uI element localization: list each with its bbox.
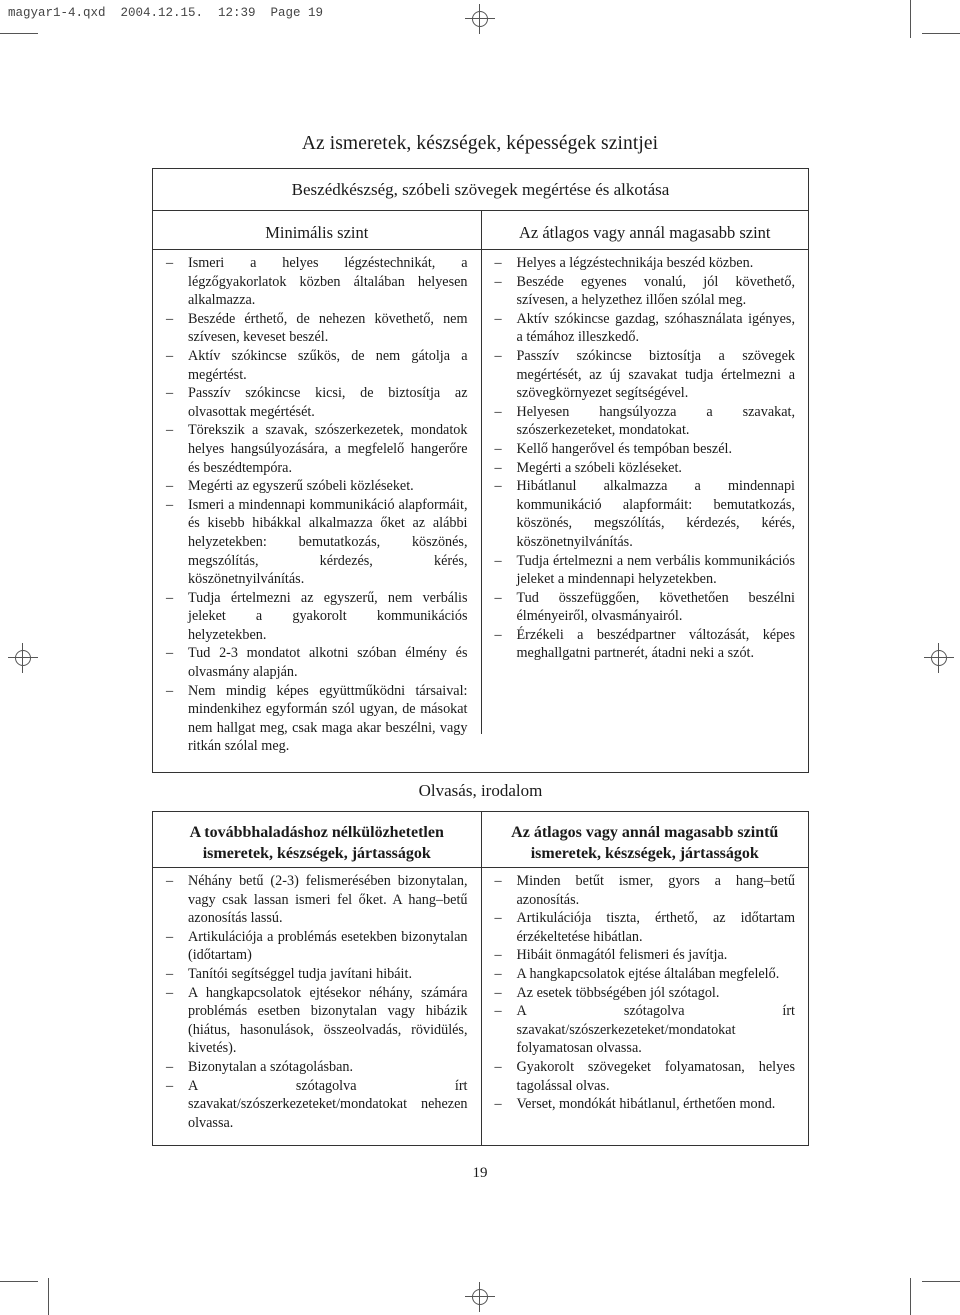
crop-mark <box>48 1278 49 1315</box>
list-item: – Aktív szókincse gazdag, szóhasználata igényes, a témához illeszkedő. <box>495 310 796 347</box>
list-item: – Minden betűt ismer, gyors a hang–betű azonosítás. <box>495 872 796 909</box>
registration-mark-icon <box>924 643 954 673</box>
reading-advanced-heading: Az átlagos vagy annál magasabb szintű ismeretek, készségek, jártasságok <box>482 812 809 868</box>
registration-mark-icon <box>465 1282 495 1312</box>
list-item: – Artikulációja a problémás esetekben bizonytalan (időtartam) <box>166 928 468 965</box>
page-number: 19 <box>472 1165 488 1181</box>
list-item: – Beszéde érthető, de nehezen követhető, nem szívesen, keveset beszél. <box>166 310 468 347</box>
reading-essential-heading: A továbbhaladáshoz nélkülözhetetlen ismeretek, készségek, jártasságok <box>153 812 481 868</box>
speech-minimal-column <box>153 211 481 755</box>
list-item: – Megérti az egyszerű szóbeli közléseket. <box>166 477 468 496</box>
page-title: Az ismeretek, készségek, képességek szintjei <box>301 133 659 154</box>
list-item: – Helyes a légzéstechnikája beszéd közben. <box>495 254 796 273</box>
crop-mark <box>922 33 960 34</box>
list-item: – Tud 2-3 mondatot alkotni szóban élmény és olvasmány alapján. <box>166 644 468 681</box>
list-item: – Néhány betű (2-3) felismerésében bizonytalan, vagy csak lassan ismeri fel őket. A hang–betű azonosítás lassú. <box>166 872 468 928</box>
list-item: – Gyakorolt szövegeket folyamatosan, helyes tagolással olvas. <box>495 1058 796 1095</box>
list-item: – Bizonytalan a szótagolásban. <box>166 1058 468 1077</box>
crop-mark <box>922 1281 960 1282</box>
list-item: – A hangkapcsolatok ejtésekor néhány, számára problémás esetben bizonytalan vagy hibázik (hiátus, hasonulások, összeolvadás, rövidülés, kivetés). <box>166 984 468 1058</box>
list-item: – Aktív szókincse szűkös, de nem gátolja a megértést. <box>166 347 468 384</box>
print-slug: magyar1-4.qxd 2004.12.15. 12:39 Page 19 <box>8 6 324 20</box>
crop-mark <box>910 1278 911 1315</box>
list-item: – A szótagolva írt szavakat/szószerkezeteket/mondatokat nehezen olvassa. <box>166 1077 468 1133</box>
crop-mark <box>0 1281 38 1282</box>
list-item: – A hangkapcsolatok ejtése általában megfelelő. <box>495 965 796 984</box>
list-item: – Nem mindig képes együttműködni társaival: mindenkihez egyformán szól ugyan, de másokat nem hallgat meg, csak maga akar beszélni, vagy ritkán szólal meg. <box>166 682 468 756</box>
reading-section <box>152 811 809 1146</box>
reading-essential-column <box>153 812 481 1145</box>
reading-advanced-list <box>495 872 796 1114</box>
list-item: – Ismeri a helyes légzéstechnikát, a légzőgyakorlatok közben általában helyesen alkalmazza. <box>166 254 468 310</box>
list-item: – Törekszik a szavak, szószerkezetek, mondatok helyes hangsúlyozására, a megfelelő hangerőre és beszédtempóra. <box>166 421 468 477</box>
list-item: – Tudja értelmezni a nem verbális kommunikációs jeleket a mindennapi helyzetekben. <box>495 552 796 589</box>
list-item: – Megérti a szóbeli közléseket. <box>495 459 796 478</box>
list-item: – Verset, mondókát hibátlanul, érthetően mond. <box>495 1095 796 1114</box>
speech-advanced-column <box>481 211 809 734</box>
crop-mark <box>910 0 911 38</box>
crop-mark <box>0 33 38 34</box>
registration-mark-icon <box>465 4 495 34</box>
speech-advanced-heading: Az átlagos vagy annál magasabb szint <box>482 211 809 250</box>
registration-mark-icon <box>8 643 38 673</box>
list-item: – Kellő hangerővel és tempóban beszél. <box>495 440 796 459</box>
list-item: – Tudja értelmezni az egyszerű, nem verbális jeleket a gyakorolt kommunikációs helyzetekben. <box>166 589 468 645</box>
list-item: – Helyesen hangsúlyozza a szavakat, szószerkezeteket, mondatokat. <box>495 403 796 440</box>
list-item: – Ismeri a mindennapi kommunikáció alapformáit, és kisebb hibákkal alkalmazza őket az alábbi helyzetekben: bemutatkozás, köszönés, megszólítás, kérdezés, kérés, köszönetnyilvánítás. <box>166 496 468 589</box>
list-item: – Tud összefüggően, követhetően beszélni élményeiről, olvasmányairól. <box>495 589 796 626</box>
speech-minimal-list <box>166 254 468 756</box>
list-item: – Hibáit önmagától felismeri és javítja. <box>495 946 796 965</box>
list-item: – Passzív szókincse kicsi, de biztosítja az olvasottak megértését. <box>166 384 468 421</box>
reading-advanced-column <box>481 812 809 1145</box>
list-item: – Érzékeli a beszédpartner változását, képes meghallgatni partnerét, átadni neki a szót. <box>495 626 796 663</box>
list-item: – A szótagolva írt szavakat/szószerkezeteket/mondatokat folyamatosan olvassa. <box>495 1002 796 1058</box>
speech-section-heading: Beszédkészség, szóbeli szövegek megértése és alkotása <box>153 169 808 211</box>
list-item: – Beszéde egyenes vonalú, jól követhető, szívesen, a helyzethez illően szólal meg. <box>495 273 796 310</box>
speech-minimal-heading: Minimális szint <box>153 211 481 250</box>
speech-section <box>152 168 809 773</box>
reading-section-heading: Olvasás, irodalom <box>418 781 543 800</box>
list-item: – Passzív szókincse biztosítja a szövegek megértését, az új szavakat tudja értelmezni a szövegkörnyezet segítségével. <box>495 347 796 403</box>
list-item: – Hibátlanul alkalmazza a mindennapi kommunikáció alapformáit: bemutatkozás, köszönés, megszólítás, kérdezés, kérés, köszönetnyilvánítás. <box>495 477 796 551</box>
speech-advanced-list <box>495 254 796 663</box>
list-item: – Az esetek többségében jól szótagol. <box>495 984 796 1003</box>
reading-essential-list <box>166 872 468 1132</box>
list-item: – Tanítói segítséggel tudja javítani hibáit. <box>166 965 468 984</box>
list-item: – Artikulációja tiszta, érthető, az időtartam érzékeltetése hibátlan. <box>495 909 796 946</box>
